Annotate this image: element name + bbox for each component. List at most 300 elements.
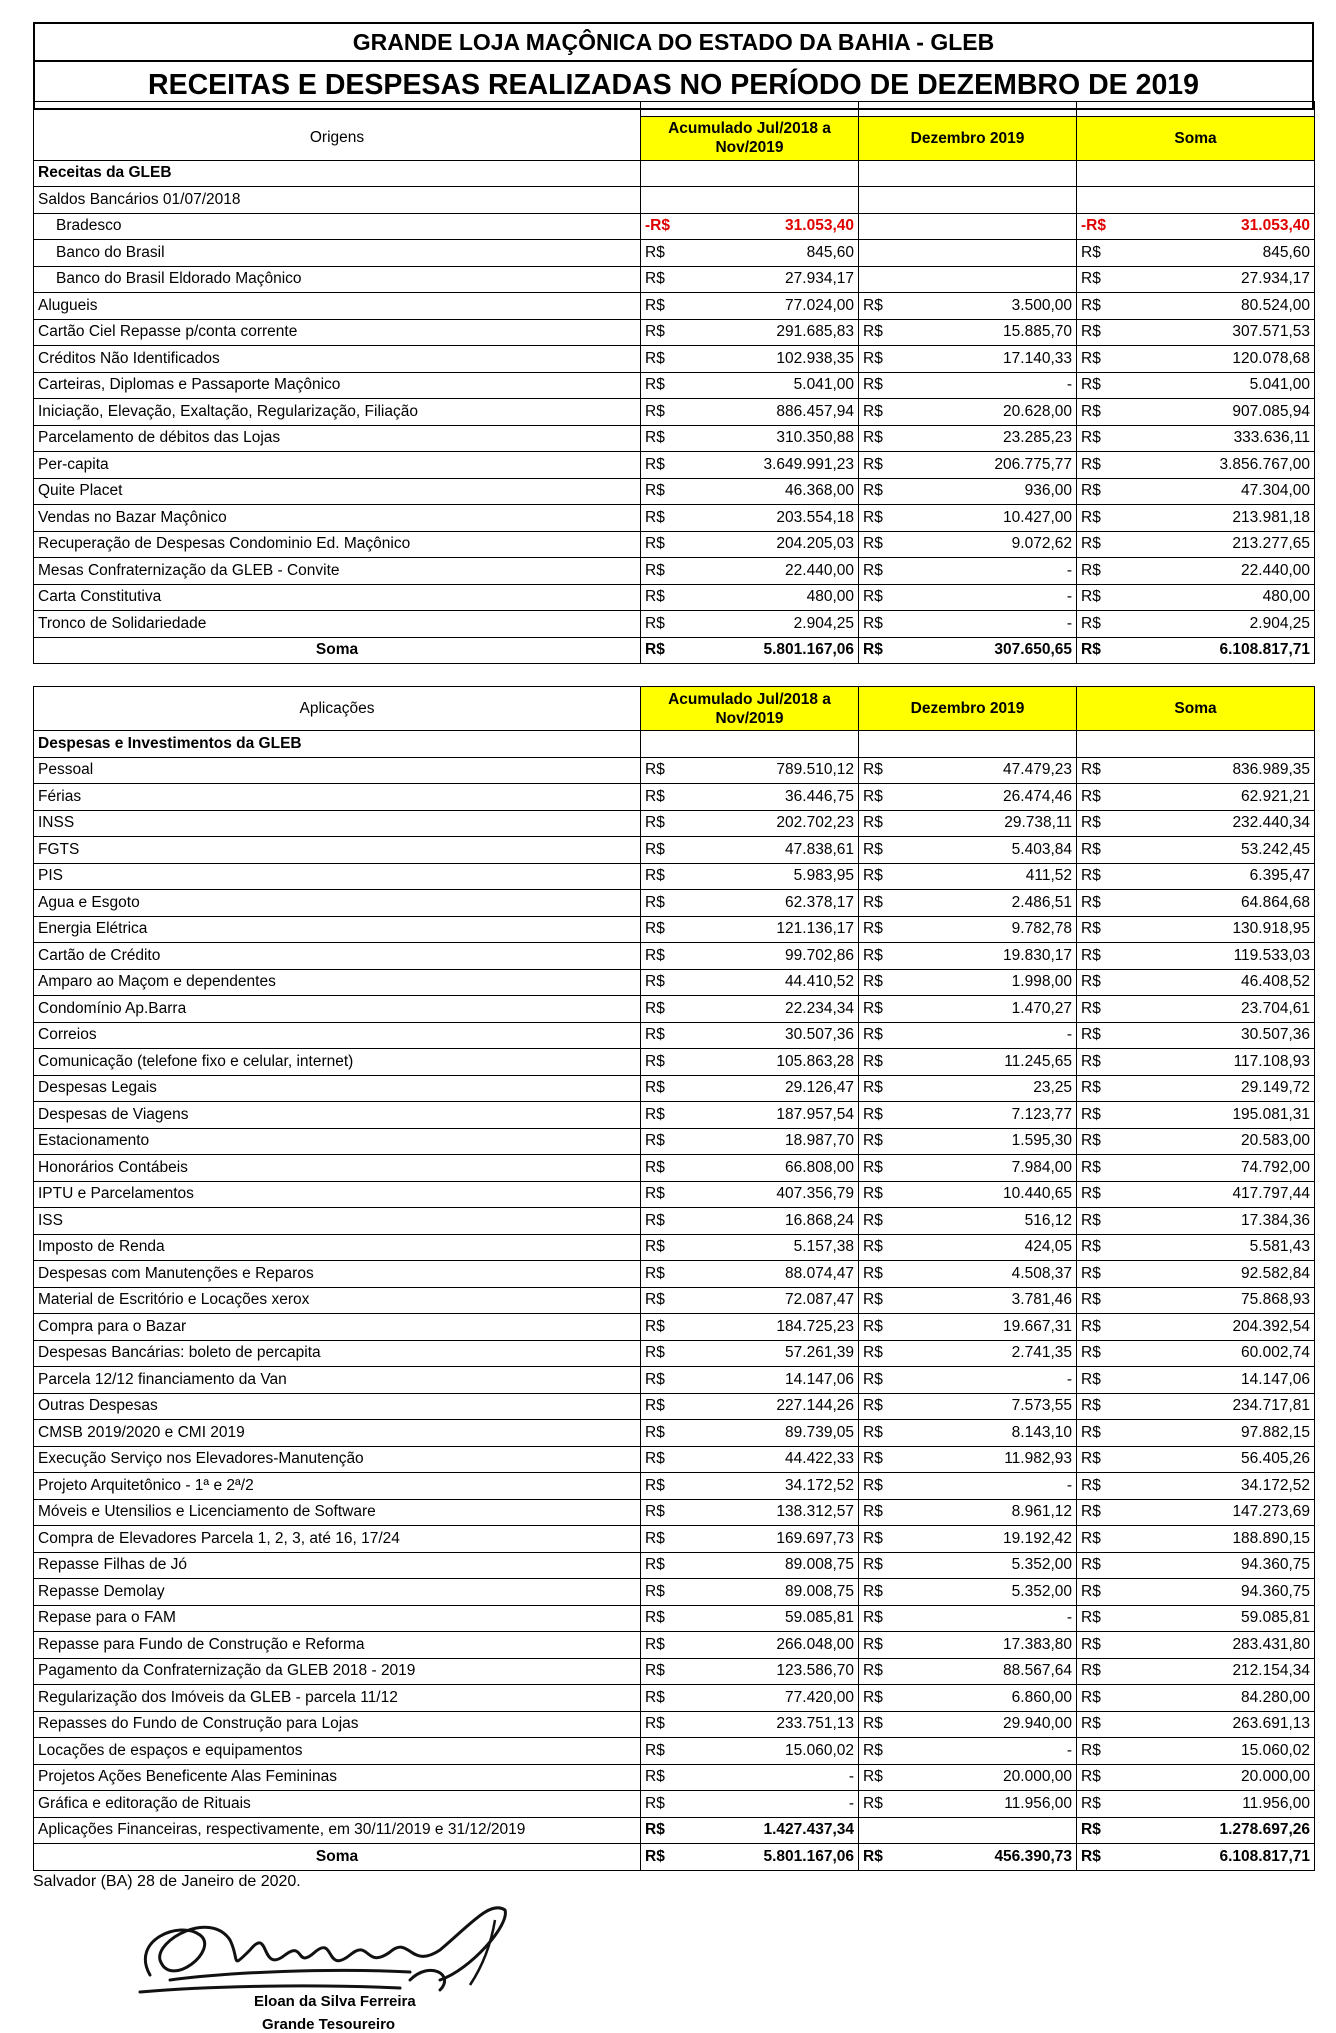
sum-value: 22.440,00: [1133, 558, 1315, 585]
currency-symbol: R$: [1077, 1420, 1133, 1447]
row-label: Parcelamento de débitos das Lojas: [34, 425, 641, 452]
currency-symbol: R$: [641, 1685, 697, 1712]
row-label: Carta Constitutiva: [34, 584, 641, 611]
currency-symbol: R$: [859, 293, 915, 320]
currency-symbol: R$: [859, 1499, 915, 1526]
dec-value: 20.000,00: [915, 1764, 1077, 1791]
currency-symbol: R$: [641, 1738, 697, 1765]
currency-symbol: R$: [859, 837, 915, 864]
table-row: [34, 1128, 1315, 1155]
sum-value: 30.507,36: [1133, 1022, 1315, 1049]
dec-value: 29.940,00: [915, 1711, 1077, 1738]
sum-value: 56.405,26: [1133, 1446, 1315, 1473]
dec-value: 206.775,77: [915, 452, 1077, 479]
col-accum-header-2: Acumulado Jul/2018 a Nov/2019: [641, 687, 859, 731]
dec-value: -: [915, 1738, 1077, 1765]
signer-title: Grande Tesoureiro: [262, 2016, 396, 2033]
dec-value: 2.741,35: [915, 1340, 1077, 1367]
table-row: [34, 505, 1315, 532]
table-row: [34, 1208, 1315, 1235]
currency-symbol: R$: [859, 1155, 915, 1182]
currency-symbol: R$: [859, 637, 915, 664]
currency-symbol: R$: [1077, 1367, 1133, 1394]
row-label: Iniciação, Elevação, Exaltação, Regularização, Filiação: [34, 399, 641, 426]
sum-value: 14.147,06: [1133, 1367, 1315, 1394]
table-row: [34, 1499, 1315, 1526]
table-row: [34, 346, 1315, 373]
row-label: Vendas no Bazar Maçônico: [34, 505, 641, 532]
accum-value: 1.427.437,34: [697, 1817, 859, 1844]
row-label: Banco do Brasil: [34, 240, 641, 267]
currency-symbol: R$: [1077, 1155, 1133, 1182]
currency-symbol: R$: [859, 1287, 915, 1314]
currency-symbol: R$: [641, 996, 697, 1023]
currency-symbol: R$: [859, 943, 915, 970]
currency-symbol: R$: [859, 863, 915, 890]
currency-symbol: R$: [1077, 611, 1133, 638]
row-label: Condomínio Ap.Barra: [34, 996, 641, 1023]
currency-symbol: R$: [859, 1261, 915, 1288]
currency-symbol: R$: [1077, 346, 1133, 373]
accum-value: -: [697, 1764, 859, 1791]
sum-value: 15.060,02: [1133, 1738, 1315, 1765]
currency-symbol: R$: [1077, 1340, 1133, 1367]
row-label: Amparo ao Maçom e dependentes: [34, 969, 641, 996]
accum-value: 480,00: [697, 584, 859, 611]
row-label: IPTU e Parcelamentos: [34, 1181, 641, 1208]
row-label: Móveis e Utensilios e Licenciamento de Software: [34, 1499, 641, 1526]
col-dec-header: Dezembro 2019: [859, 117, 1077, 161]
currency-symbol: R$: [859, 1340, 915, 1367]
accum-value: 59.085,81: [697, 1605, 859, 1632]
table-row: [34, 969, 1315, 996]
place-date: Salvador (BA) 28 de Janeiro de 2020.: [33, 1873, 301, 1890]
currency-symbol: R$: [859, 346, 915, 373]
currency-symbol: R$: [859, 1658, 915, 1685]
currency-symbol: R$: [641, 372, 697, 399]
row-label: Despesas Bancárias: boleto de percapita: [34, 1340, 641, 1367]
row-label: Carteiras, Diplomas e Passaporte Maçônico: [34, 372, 641, 399]
currency-symbol: R$: [641, 1446, 697, 1473]
table-row: [34, 213, 1315, 240]
dec-value: 26.474,46: [915, 784, 1077, 811]
total-label: Soma: [34, 1844, 641, 1871]
dec-value: 8.143,10: [915, 1420, 1077, 1447]
currency-symbol: R$: [1077, 637, 1133, 664]
accum-value: 138.312,57: [697, 1499, 859, 1526]
dec-value: 7.123,77: [915, 1102, 1077, 1129]
accum-value: 44.422,33: [697, 1446, 859, 1473]
currency-symbol: R$: [859, 810, 915, 837]
aplicacoes-table: [33, 686, 1315, 1871]
sum-value: 307.571,53: [1133, 319, 1315, 346]
report-header: [33, 22, 1314, 110]
report-title: RECEITAS E DESPESAS REALIZADAS NO PERÍODO DE DEZEMBRO DE 2019: [34, 61, 1313, 109]
currency-symbol: R$: [1077, 1022, 1133, 1049]
currency-symbol: R$: [641, 1314, 697, 1341]
table-row: [34, 452, 1315, 479]
table-row: [34, 1340, 1315, 1367]
accum-value: 89.008,75: [697, 1579, 859, 1606]
sum-value: 47.304,00: [1133, 478, 1315, 505]
row-label: Repasse Filhas de Jó: [34, 1552, 641, 1579]
row-label: Per-capita: [34, 452, 641, 479]
currency-symbol: R$: [641, 1155, 697, 1182]
row-label: Energia Elétrica: [34, 916, 641, 943]
row-label: Projeto Arquitetônico - 1ª e 2ª/2: [34, 1473, 641, 1500]
row-label: Recuperação de Despesas Condominio Ed. Maçônico: [34, 531, 641, 558]
currency-symbol: R$: [1077, 784, 1133, 811]
currency-symbol: R$: [641, 1526, 697, 1553]
dec-value: 20.628,00: [915, 399, 1077, 426]
dec-value: 15.885,70: [915, 319, 1077, 346]
currency-symbol: R$: [641, 890, 697, 917]
currency-symbol: R$: [1077, 1234, 1133, 1261]
row-label: Compra de Elevadores Parcela 1, 2, 3, até 16, 17/24: [34, 1526, 641, 1553]
row-label: Banco do Brasil Eldorado Maçônico: [34, 266, 641, 293]
currency-symbol: -R$: [1077, 213, 1133, 240]
currency-symbol: R$: [641, 584, 697, 611]
currency-symbol: R$: [1077, 1711, 1133, 1738]
row-label: Material de Escritório e Locações xerox: [34, 1287, 641, 1314]
dec-value: 6.860,00: [915, 1685, 1077, 1712]
currency-symbol: R$: [1077, 1579, 1133, 1606]
table-row: [34, 1764, 1315, 1791]
dec-value: 29.738,11: [915, 810, 1077, 837]
accum-value: 62.378,17: [697, 890, 859, 917]
currency-symbol: R$: [859, 1632, 915, 1659]
dec-value: 17.140,33: [915, 346, 1077, 373]
table-row: [34, 558, 1315, 585]
currency-symbol: R$: [1077, 1552, 1133, 1579]
dec-value: -: [915, 584, 1077, 611]
currency-symbol: R$: [641, 1234, 697, 1261]
currency-symbol: R$: [859, 1446, 915, 1473]
currency-symbol: R$: [1077, 1049, 1133, 1076]
accum-value: 5.157,38: [697, 1234, 859, 1261]
currency-symbol: R$: [641, 558, 697, 585]
currency-symbol: R$: [1077, 996, 1133, 1023]
currency-symbol: R$: [641, 531, 697, 558]
table-row: [34, 1817, 1315, 1844]
dec-value: 1.595,30: [915, 1128, 1077, 1155]
origens-group-title: Receitas da GLEB: [34, 160, 641, 187]
total-dec: 307.650,65: [915, 637, 1077, 664]
signer-name: Eloan da Silva Ferreira: [254, 1993, 416, 2010]
table-row: [34, 1102, 1315, 1129]
accum-value: 233.751,13: [697, 1711, 859, 1738]
total-label: Soma: [34, 637, 641, 664]
currency-symbol: R$: [641, 399, 697, 426]
currency-symbol: R$: [859, 1526, 915, 1553]
currency-symbol: R$: [1077, 452, 1133, 479]
currency-symbol: R$: [641, 1128, 697, 1155]
accum-value: -: [697, 1791, 859, 1818]
currency-symbol: R$: [859, 1022, 915, 1049]
row-label: ISS: [34, 1208, 641, 1235]
table-row: [34, 1075, 1315, 1102]
sum-value: 417.797,44: [1133, 1181, 1315, 1208]
currency-symbol: R$: [641, 1287, 697, 1314]
table-row: [34, 1738, 1315, 1765]
sum-value: 92.582,84: [1133, 1261, 1315, 1288]
currency-symbol: R$: [641, 319, 697, 346]
sum-value: 46.408,52: [1133, 969, 1315, 996]
currency-symbol: R$: [859, 1420, 915, 1447]
sum-value: 2.904,25: [1133, 611, 1315, 638]
dec-value: 19.667,31: [915, 1314, 1077, 1341]
currency-symbol: [859, 266, 915, 293]
currency-symbol: R$: [859, 478, 915, 505]
accum-value: 44.410,52: [697, 969, 859, 996]
accum-value: 5.983,95: [697, 863, 859, 890]
row-label: Tronco de Solidariedade: [34, 611, 641, 638]
row-label: Repasses do Fundo de Construção para Lojas: [34, 1711, 641, 1738]
row-label: Locações de espaços e equipamentos: [34, 1738, 641, 1765]
row-label: Mesas Confraternização da GLEB - Convite: [34, 558, 641, 585]
currency-symbol: R$: [1077, 1738, 1133, 1765]
sum-value: 53.242,45: [1133, 837, 1315, 864]
currency-symbol: R$: [641, 637, 697, 664]
total-row: [34, 637, 1315, 664]
currency-symbol: R$: [641, 810, 697, 837]
dec-value: 5.352,00: [915, 1579, 1077, 1606]
currency-symbol: R$: [859, 1685, 915, 1712]
sum-value: 75.868,93: [1133, 1287, 1315, 1314]
table-row: [34, 1791, 1315, 1818]
accum-value: 105.863,28: [697, 1049, 859, 1076]
row-label: Cartão Ciel Repasse p/conta corrente: [34, 319, 641, 346]
col-sum-header-2: Soma: [1077, 687, 1315, 731]
sum-value: 29.149,72: [1133, 1075, 1315, 1102]
sum-value: 845,60: [1133, 240, 1315, 267]
accum-value: 102.938,35: [697, 346, 859, 373]
currency-symbol: R$: [641, 1579, 697, 1606]
currency-symbol: R$: [859, 1367, 915, 1394]
currency-symbol: R$: [859, 399, 915, 426]
dec-value: 424,05: [915, 1234, 1077, 1261]
sum-value: 333.636,11: [1133, 425, 1315, 452]
currency-symbol: R$: [1077, 1844, 1133, 1871]
accum-value: 310.350,88: [697, 425, 859, 452]
table-row: [34, 1579, 1315, 1606]
table-row: [34, 996, 1315, 1023]
dec-value: 23,25: [915, 1075, 1077, 1102]
currency-symbol: R$: [1077, 266, 1133, 293]
sum-value: 31.053,40: [1133, 213, 1315, 240]
currency-symbol: R$: [1077, 890, 1133, 917]
currency-symbol: R$: [1077, 1658, 1133, 1685]
accum-value: 202.702,23: [697, 810, 859, 837]
sum-value: 17.384,36: [1133, 1208, 1315, 1235]
accum-value: 187.957,54: [697, 1102, 859, 1129]
currency-symbol: R$: [641, 916, 697, 943]
accum-value: 22.234,34: [697, 996, 859, 1023]
dec-value: 3.781,46: [915, 1287, 1077, 1314]
accum-value: 66.808,00: [697, 1155, 859, 1182]
sum-value: 213.277,65: [1133, 531, 1315, 558]
currency-symbol: R$: [641, 1791, 697, 1818]
table-row: [34, 1234, 1315, 1261]
sum-value: 20.583,00: [1133, 1128, 1315, 1155]
sum-value: 34.172,52: [1133, 1473, 1315, 1500]
dec-value: 9.782,78: [915, 916, 1077, 943]
accum-value: 291.685,83: [697, 319, 859, 346]
dec-value: 19.830,17: [915, 943, 1077, 970]
currency-symbol: R$: [641, 1367, 697, 1394]
currency-symbol: R$: [1077, 1632, 1133, 1659]
currency-symbol: R$: [859, 505, 915, 532]
dec-value: -: [915, 611, 1077, 638]
row-label: INSS: [34, 810, 641, 837]
table-row: [34, 399, 1315, 426]
table-row: [34, 1526, 1315, 1553]
table-row: [34, 1632, 1315, 1659]
sum-value: 836.989,35: [1133, 757, 1315, 784]
dec-value: 11.982,93: [915, 1446, 1077, 1473]
accum-value: 77.024,00: [697, 293, 859, 320]
currency-symbol: R$: [859, 558, 915, 585]
currency-symbol: R$: [1077, 969, 1133, 996]
currency-symbol: R$: [1077, 1764, 1133, 1791]
currency-symbol: R$: [1077, 1261, 1133, 1288]
dec-value: 10.427,00: [915, 505, 1077, 532]
accum-value: 3.649.991,23: [697, 452, 859, 479]
dec-value: 19.192,42: [915, 1526, 1077, 1553]
row-label: Cartão de Crédito: [34, 943, 641, 970]
currency-symbol: R$: [641, 478, 697, 505]
table-row: [34, 1022, 1315, 1049]
table-row: [34, 1605, 1315, 1632]
currency-symbol: R$: [1077, 757, 1133, 784]
dec-value: -: [915, 1473, 1077, 1500]
sum-value: 59.085,81: [1133, 1605, 1315, 1632]
table-row: [34, 1446, 1315, 1473]
sum-value: 27.934,17: [1133, 266, 1315, 293]
sum-value: 283.431,80: [1133, 1632, 1315, 1659]
currency-symbol: R$: [641, 1102, 697, 1129]
currency-symbol: R$: [859, 890, 915, 917]
dec-value: 10.440,65: [915, 1181, 1077, 1208]
table-row: [34, 1155, 1315, 1182]
accum-value: 89.739,05: [697, 1420, 859, 1447]
row-label: Pessoal: [34, 757, 641, 784]
table-row: [34, 1658, 1315, 1685]
dec-value: 11.245,65: [915, 1049, 1077, 1076]
dec-value: [915, 213, 1077, 240]
currency-symbol: R$: [641, 1049, 697, 1076]
table-row: [34, 319, 1315, 346]
dec-value: 3.500,00: [915, 293, 1077, 320]
row-label: Gráfica e editoração de Rituais: [34, 1791, 641, 1818]
currency-symbol: R$: [859, 1552, 915, 1579]
accum-value: 121.136,17: [697, 916, 859, 943]
sum-value: 212.154,34: [1133, 1658, 1315, 1685]
table-row: [34, 293, 1315, 320]
sum-value: 213.981,18: [1133, 505, 1315, 532]
currency-symbol: R$: [859, 1393, 915, 1420]
dec-value: -: [915, 558, 1077, 585]
origens-table: [33, 101, 1315, 664]
row-label: Pagamento da Confraternização da GLEB 2018 - 2019: [34, 1658, 641, 1685]
currency-symbol: R$: [859, 1208, 915, 1235]
currency-symbol: R$: [1077, 837, 1133, 864]
table-row: [34, 372, 1315, 399]
row-label: Despesas Legais: [34, 1075, 641, 1102]
row-label: Aplicações Financeiras, respectivamente, em 30/11/2019 e 31/12/2019: [34, 1817, 641, 1844]
accum-value: 15.060,02: [697, 1738, 859, 1765]
row-label: Alugueis: [34, 293, 641, 320]
currency-symbol: R$: [641, 757, 697, 784]
sum-value: 263.691,13: [1133, 1711, 1315, 1738]
currency-symbol: R$: [1077, 916, 1133, 943]
dec-value: 4.508,37: [915, 1261, 1077, 1288]
accum-value: 204.205,03: [697, 531, 859, 558]
currency-symbol: R$: [641, 1473, 697, 1500]
currency-symbol: R$: [859, 1181, 915, 1208]
total-sum: 6.108.817,71: [1133, 637, 1315, 664]
currency-symbol: R$: [1077, 240, 1133, 267]
row-label: Comunicação (telefone fixo e celular, internet): [34, 1049, 641, 1076]
total-row: [34, 1844, 1315, 1871]
row-label: Estacionamento: [34, 1128, 641, 1155]
sum-value: 480,00: [1133, 584, 1315, 611]
row-label: Repasse para Fundo de Construção e Reforma: [34, 1632, 641, 1659]
currency-symbol: R$: [1077, 372, 1133, 399]
sum-value: 23.704,61: [1133, 996, 1315, 1023]
currency-symbol: R$: [859, 372, 915, 399]
currency-symbol: R$: [859, 784, 915, 811]
aplicacoes-title: Aplicações: [34, 687, 641, 731]
sum-value: 80.524,00: [1133, 293, 1315, 320]
accum-value: 886.457,94: [697, 399, 859, 426]
currency-symbol: R$: [1077, 1314, 1133, 1341]
dec-value: 411,52: [915, 863, 1077, 890]
row-label: Despesas de Viagens: [34, 1102, 641, 1129]
sum-value: 94.360,75: [1133, 1579, 1315, 1606]
table-row: [34, 1261, 1315, 1288]
sum-value: 120.078,68: [1133, 346, 1315, 373]
col-sum-header: Soma: [1077, 117, 1315, 161]
dec-value: 88.567,64: [915, 1658, 1077, 1685]
table-row: [34, 478, 1315, 505]
dec-value: 7.984,00: [915, 1155, 1077, 1182]
currency-symbol: R$: [859, 757, 915, 784]
table-row: [34, 1181, 1315, 1208]
accum-value: 31.053,40: [697, 213, 859, 240]
sum-value: 188.890,15: [1133, 1526, 1315, 1553]
currency-symbol: R$: [641, 425, 697, 452]
dec-value: -: [915, 1022, 1077, 1049]
accum-value: 789.510,12: [697, 757, 859, 784]
currency-symbol: R$: [1077, 1817, 1133, 1844]
currency-symbol: R$: [859, 1764, 915, 1791]
currency-symbol: R$: [641, 1181, 697, 1208]
sum-value: 64.864,68: [1133, 890, 1315, 917]
sum-value: 147.273,69: [1133, 1499, 1315, 1526]
table-row: [34, 1473, 1315, 1500]
sum-value: 20.000,00: [1133, 1764, 1315, 1791]
table-row: [34, 531, 1315, 558]
accum-value: 845,60: [697, 240, 859, 267]
col-accum-header: Acumulado Jul/2018 a Nov/2019: [641, 117, 859, 161]
currency-symbol: R$: [641, 1711, 697, 1738]
accum-value: 2.904,25: [697, 611, 859, 638]
row-label: Parcela 12/12 financiamento da Van: [34, 1367, 641, 1394]
table-row: [34, 425, 1315, 452]
currency-symbol: R$: [1077, 1102, 1133, 1129]
signature-image: [110, 1880, 570, 2010]
